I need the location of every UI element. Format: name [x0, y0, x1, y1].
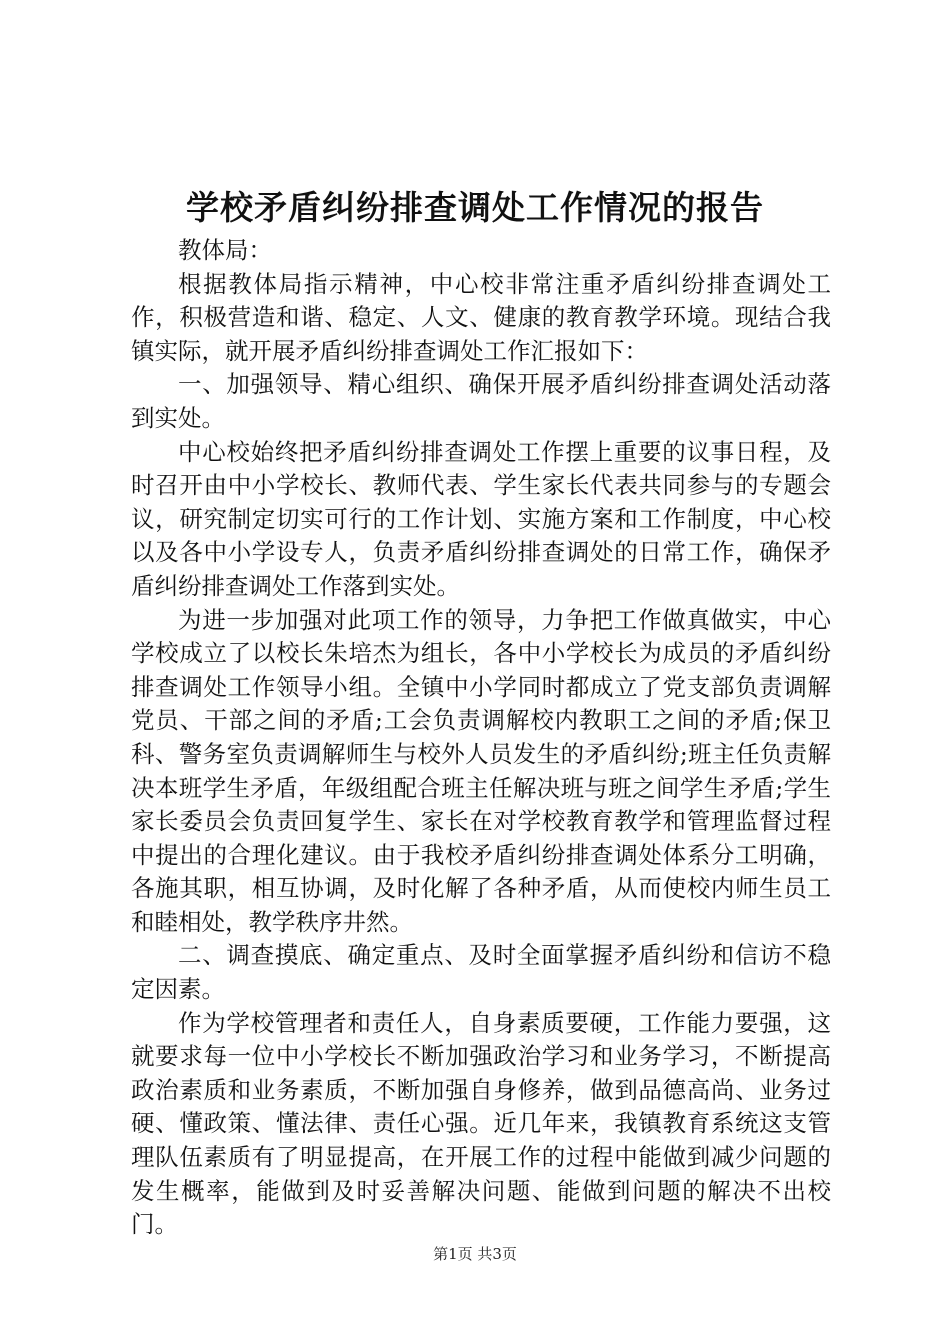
- paragraph: 根据教体局指示精神，中心校非常注重矛盾纠纷排查调处工作，积极营造和谐、稳定、人文、健康的教育教学环境。现结合我镇实际，就开展矛盾纠纷排查调处工作汇报如下：: [131, 269, 831, 365]
- section-heading: 二、调查摸底、确定重点、及时全面掌握矛盾纠纷和信访不稳定因素。: [131, 941, 831, 1004]
- paragraph: 中心校始终把矛盾纠纷排查调处工作摆上重要的议事日程，及时召开由中小学校长、教师代表、学生家长代表共同参与的专题会议，研究制定切实可行的工作计划、实施方案和工作制度，中心校以及各中小学设专人，负责矛盾纠纷排查调处的日常工作，确保矛盾纠纷排查调处工作落到实处。: [131, 437, 831, 600]
- page-number-footer: 第1页 共3页: [433, 1245, 517, 1263]
- document-title: 学校矛盾纠纷排查调处工作情况的报告: [186, 188, 764, 227]
- document-body: [131, 234, 831, 1242]
- salutation: 教体局：: [178, 236, 272, 264]
- paragraph: 为进一步加强对此项工作的领导，力争把工作做真做实，中心学校成立了以校长朱培杰为组长，各中小学校长为成员的矛盾纠纷排查调处工作领导小组。全镇中小学同时都成立了党支部负责调解党员、干部之间的矛盾;工会负责调解校内教职工之间的矛盾;保卫科、警务室负责调解师生与校外人员发生的矛盾纠纷;班主任负责解决本班学生矛盾，年级组配合班主任解决班与班之间学生矛盾;学生家长委员会负责回复学生、家长在对学校教育教学和管理监督过程中提出的合理化建议。由于我校矛盾纠纷排查调处体系分工明确，各施其职，相互协调，及时化解了各种矛盾，从而使校内师生员工和睦相处，教学秩序井然。: [131, 605, 831, 936]
- section-heading: 一、加强领导、精心组织、确保开展矛盾纠纷排查调处活动落到实处。: [131, 370, 831, 432]
- paragraph: 作为学校管理者和责任人，自身素质要硬，工作能力要强，这就要求每一位中小学校长不断加强政治学习和业务学习，不断提高政治素质和业务素质，不断加强自身修养，做到品德高尚、业务过硬、懂政策、懂法律、责任心强。近几年来，我镇教育系统这支管理队伍素质有了明显提高，在开展工作的过程中能做到减少问题的发生概率，能做到及时妥善解决问题、能做到问题的解决不出校门。: [131, 1008, 831, 1239]
